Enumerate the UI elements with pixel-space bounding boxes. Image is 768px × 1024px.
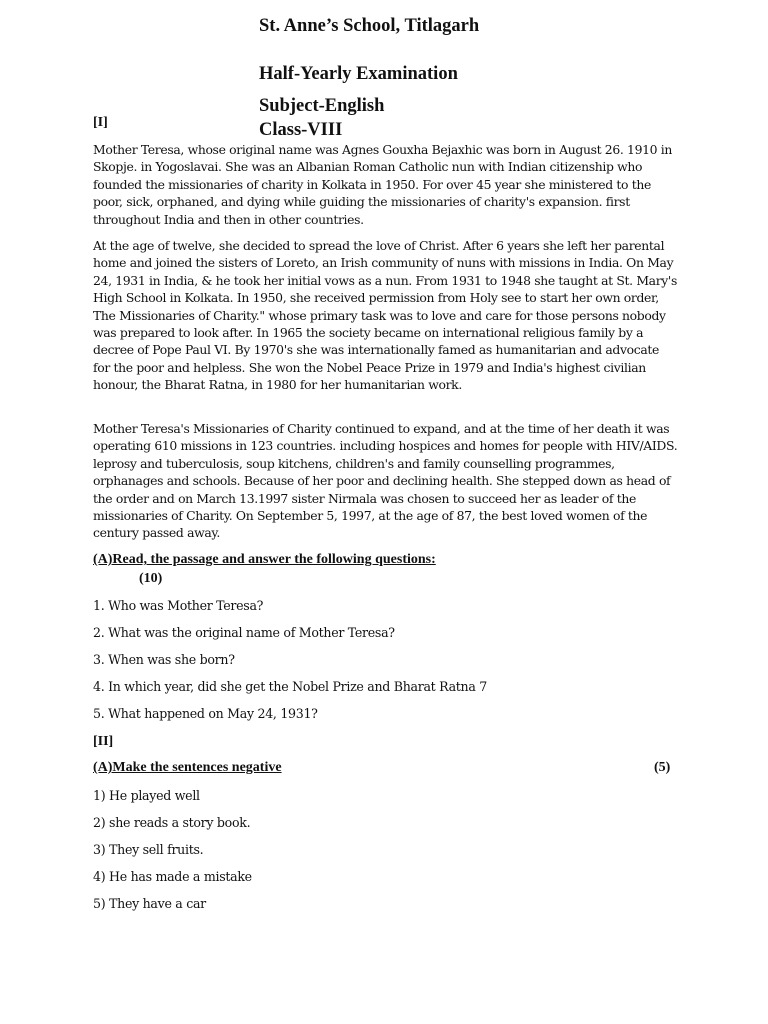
sentence-4: 4) He has made a mistake xyxy=(93,869,252,884)
passage-paragraph-1: Mother Teresa, whose original name was Agnes Gouxha Bejaxhic was born in August 26. 1910 in Skopje. in Yogoslavai. She was an Albanian Roman Catholic nun with Indian citizenship who founded the missionaries of charity in Kolkata in 1950. For over 45 year she ministered to the poor, sick, orphaned, and dying while guiding the missionaries of charity's expansion. first throughout India and then in other countries. xyxy=(93,142,673,227)
class-title: Class-VIII xyxy=(259,120,343,140)
sentence-1: 1) He played well xyxy=(93,788,200,803)
passage-paragraph-2: At the age of twelve, she decided to spread the love of Christ. After 6 years she left her parental home and joined the sisters of Loreto, an Irish community of nuns with missions in India. On May 24, 1931 in India, & he took her initial vows as a nun. From 1931 to 1948 she taught at St. Mary's High School in Kolkata. In 1950, she received permission from Holy see to start her own order, The Missionaries of Charity." whose primary task was to love and care for those persons nobody was prepared to look after. In 1965 the society became on international religious family by a decree of Pope Paul VI. By 1970's she was internationally famed as humanitarian and advocate for the poor and helpless. She won the Nobel Peace Prize in 1979 and India's highest civilian honour, the Bharat Ratna, in 1980 for her humanitarian work. xyxy=(93,238,677,393)
passage-paragraph-3: Mother Teresa's Missionaries of Charity continued to expand, and at the time of her death it was operating 610 missions in 123 countries. including hospices and homes for people with HIV/AIDS. leprosy and tuberculosis, soup kitchens, children's and family counselling programmes, orphanages and schools. Because of her poor and declining health. She stepped down as head of the order and on March 13.1997 sister Nirmala was chosen to succeed her as leader of the missionaries of Charity. On September 5, 1997, at the age of 87, the best loved women of the century passed away. xyxy=(93,421,678,541)
section-2-label: [II] xyxy=(93,734,114,749)
question-2: 2. What was the original name of Mother Teresa? xyxy=(93,625,395,640)
sentence-2: 2) she reads a story book. xyxy=(93,815,251,830)
sentence-3: 3) They sell fruits. xyxy=(93,842,204,857)
exam-title: Half-Yearly Examination xyxy=(259,64,458,84)
subject-title: Subject-English xyxy=(259,96,385,116)
question-1: 1. Who was Mother Teresa? xyxy=(93,598,264,613)
section-2-instruction: (A)Make the sentences negative xyxy=(93,760,282,775)
question-5: 5. What happened on May 24, 1931? xyxy=(93,706,318,721)
question-4: 4. In which year, did she get the Nobel Prize and Bharat Ratna 7 xyxy=(93,679,487,694)
section-2-marks: (5) xyxy=(654,760,671,775)
section-1-marks: (10) xyxy=(139,571,163,586)
question-3: 3. When was she born? xyxy=(93,652,235,667)
section-1-label: [I] xyxy=(93,115,108,130)
sentence-5: 5) They have a car xyxy=(93,896,206,911)
section-1-instruction: (A)Read, the passage and answer the following questions: xyxy=(93,552,436,567)
school-name: St. Anne’s School, Titlagarh xyxy=(259,16,480,36)
